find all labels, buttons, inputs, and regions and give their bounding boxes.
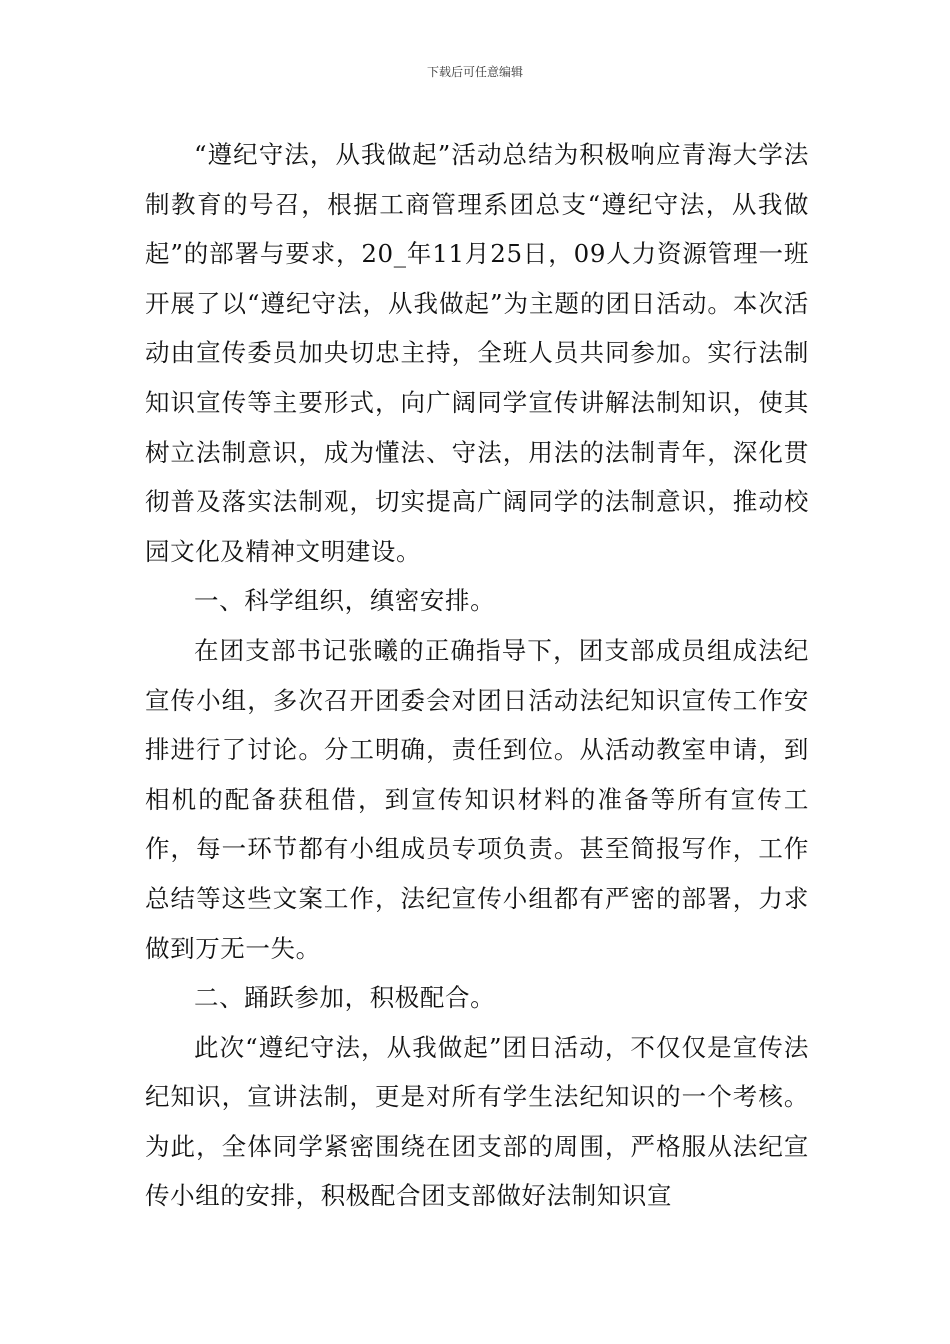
- page-header: 下载后可任意编辑: [426, 65, 523, 79]
- paragraph-section-2: 此次“遵纪守法，从我做起”团日活动，不仅仅是宣传法纪知识，宣讲法制，更是对所有学生法纪知识的一个考核。为此，全体同学紧密围绕在团支部的周围，严格服从法纪宣传小组的安排，积极配合团支部做好法制知识宣: [145, 1032, 809, 1211]
- section-heading-1: 一、科学组织，缜密安排。: [194, 586, 496, 616]
- document-body: [145, 130, 809, 1221]
- section-heading-2: 二、踊跃参加，积极配合。: [194, 983, 496, 1013]
- paragraph-intro: “遵纪守法，从我做起”活动总结为积极响应青海大学法制教育的号召，根据工商管理系团总支“遵纪守法，从我做起”的部署与要求，20_年11月25日，09人力资源管理一班开展了以“遵纪守法，从我做起”为主题的团日活动。本次活动由宣传委员加央切忠主持，全班人员共同参加。实行法制知识宣传等主要形式，向广阔同学宣传讲解法制知识，使其树立法制意识，成为懂法、守法，用法的法制青年，深化贯彻普及落实法制观，切实提高广阔同学的法制意识，推动校园文化及精神文明建设。: [145, 140, 809, 566]
- paragraph-section-1: 在团支部书记张曦的正确指导下，团支部成员组成法纪宣传小组，多次召开团委会对团日活动法纪知识宣传工作安排进行了讨论。分工明确，责任到位。从活动教室申请，到相机的配备获租借，到宣传知识材料的准备等所有宣传工作，每一环节都有小组成员专项负责。甚至简报写作，工作总结等这些文案工作，法纪宣传小组都有严密的部署，力求做到万无一失。: [145, 635, 809, 963]
